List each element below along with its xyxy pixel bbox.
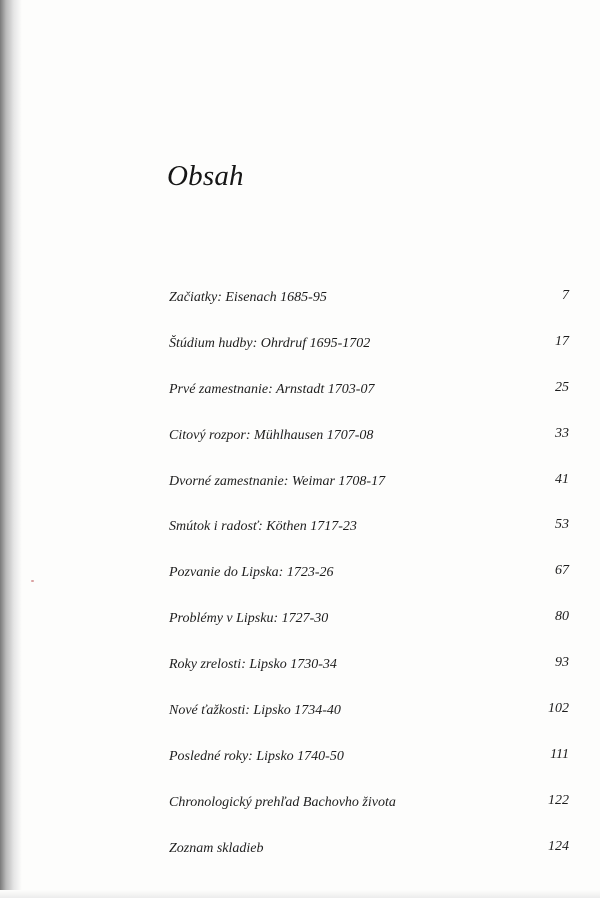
toc-entry-page: 53	[555, 517, 569, 533]
toc-entry	[169, 284, 569, 330]
toc-entry-title: Začiatky: Eisenach 1685-95	[169, 290, 327, 305]
spine-shadow	[0, 0, 22, 898]
toc-entry-title: Posledné roky: Lipsko 1740-50	[169, 748, 344, 764]
toc-entry-title: Problémy v Lipsku: 1727-30	[169, 611, 329, 627]
toc-entry	[169, 468, 569, 514]
table-of-contents	[169, 284, 569, 881]
toc-entry-page: 93	[555, 655, 569, 671]
toc-entry	[169, 513, 569, 559]
toc-entry	[169, 651, 569, 697]
toc-entry-title: Roky zrelosti: Lipsko 1730-34	[169, 657, 337, 673]
toc-entry	[169, 330, 569, 376]
toc-entry-page: 122	[548, 792, 569, 808]
toc-entry-page: 41	[555, 471, 569, 487]
toc-entry-title: Nové ťažkosti: Lipsko 1734-40	[169, 703, 341, 719]
toc-entry-page: 102	[548, 701, 569, 717]
toc-entry-page: 7	[562, 288, 569, 303]
toc-entry-title: Pozvanie do Lipska: 1723-26	[169, 565, 334, 581]
toc-entry-title: Citový rozpor: Mühlhausen 1707-08	[169, 427, 374, 443]
page-title: Obsah	[167, 160, 244, 192]
toc-entry-page: 33	[555, 425, 569, 441]
toc-entry-page: 124	[548, 838, 569, 854]
toc-entry-page: 17	[555, 333, 569, 349]
toc-entry	[169, 376, 569, 422]
toc-entry	[169, 835, 569, 881]
toc-entry	[169, 559, 569, 605]
paper-speck	[31, 580, 34, 582]
toc-entry	[169, 789, 569, 835]
toc-entry-title: Štúdium hudby: Ohrdruf 1695-1702	[169, 335, 371, 351]
toc-entry	[169, 743, 569, 789]
page-bottom-edge	[0, 890, 600, 898]
toc-entry	[169, 605, 569, 651]
toc-entry-title: Smútok i radosť: Köthen 1717-23	[169, 519, 357, 535]
toc-entry-page: 80	[555, 609, 569, 625]
toc-entry-title: Prvé zamestnanie: Arnstadt 1703-07	[169, 381, 375, 397]
toc-entry-page: 67	[555, 563, 569, 579]
toc-entry-title: Chronologický prehľad Bachovho života	[169, 794, 396, 810]
toc-entry	[169, 697, 569, 743]
toc-entry-title: Zoznam skladieb	[169, 840, 264, 856]
toc-entry-page: 111	[550, 746, 569, 762]
toc-entry-title: Dvorné zamestnanie: Weimar 1708-17	[169, 473, 386, 489]
toc-entry	[169, 422, 569, 468]
toc-entry-page: 25	[555, 379, 569, 395]
